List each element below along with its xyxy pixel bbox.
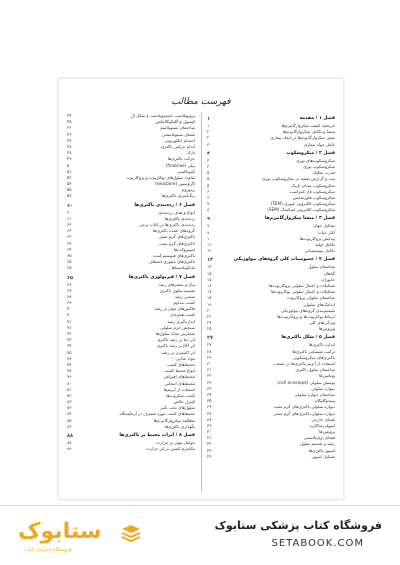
toc-entry-title: ساختمان سلول xyxy=(308,264,335,270)
toc-page-number: ۴۶ xyxy=(67,131,72,137)
toc-entry-title: تاریخچه کشف میکروارگانیزم‌ها xyxy=(281,123,335,128)
toc-page-number: ۴ xyxy=(207,150,211,157)
toc-page-number: ۷۵ xyxy=(67,349,72,355)
toc-page-number: ۳۶ xyxy=(207,404,212,410)
toc-entry-title: ارتباط یوکاریوت‌ها و پروکاریوت‌ها xyxy=(277,313,335,319)
toc-page-number: ۷۱ xyxy=(67,318,72,324)
brand-logo-sub: فروشگاه اینترنتی کتاب xyxy=(24,547,72,553)
toc-entry-title: تقسیم سلول باکتری xyxy=(159,287,195,293)
toc-entry-title: تاژک xyxy=(186,150,195,156)
toc-page-number: ۳۵ xyxy=(207,398,212,404)
toc-entry-title: شمارش تعداد سلول‌ها xyxy=(156,331,195,336)
brand-logo-text: ستابوک xyxy=(18,519,102,544)
toc-entry xyxy=(67,424,195,430)
toc-chapter-heading xyxy=(67,432,195,440)
toc-page-number: ۶۴ xyxy=(67,240,72,246)
toc-entry-title: پیلی (fimbriae) xyxy=(165,162,195,168)
toc-entry-title: مکانیزم کشتن بر اثر حرارت xyxy=(146,446,195,452)
toc-entry-title: میکروسکوپ الکترونی اسکنینگ (SEM) xyxy=(267,207,335,213)
toc-entry-title: اندام حرکتی باکتری xyxy=(161,143,195,149)
toc-page-number: ۷۲ xyxy=(67,331,72,336)
book-stack-icon xyxy=(120,523,142,545)
toc-page-number: ۴۱ xyxy=(207,435,212,441)
toc-page-number: ۵ xyxy=(207,170,210,176)
toc-page-number: ۸۸ xyxy=(67,440,72,445)
toc-entry-title: محیط‌های کشت xyxy=(166,361,195,367)
toc-page-number: ۷ xyxy=(207,201,210,207)
toc-page-number: ۶۱ xyxy=(67,215,72,221)
toc-entry-title: پپتیدوگلیکان xyxy=(314,398,335,404)
brand-logo[interactable] xyxy=(18,519,136,557)
toc-chapter-heading xyxy=(67,202,195,210)
toc-left-column xyxy=(67,113,195,493)
toc-page-number: ۱۱ xyxy=(207,242,212,247)
toc-page-number: ۸۳ xyxy=(67,405,72,411)
toc-entry-title: کشت میکروب‌ها xyxy=(166,392,195,398)
toc-entry-title: بیان و متغیرهای رشد xyxy=(158,281,195,287)
toc-entry-title: باکتری‌های گرم منفی xyxy=(158,234,195,240)
toc-page-number: ۷۶ xyxy=(67,355,72,361)
toc-entry-title: تشکیلات و اعمال سلولی یوکاریوت‌ها xyxy=(271,289,335,295)
toc-entry-title: میکروسکوپ‌های نوری xyxy=(296,157,335,163)
toc-page-number: ۶۰ xyxy=(67,202,74,209)
toc-page-number: ۴۴ xyxy=(67,113,72,118)
toc-page-number: ۴۸ xyxy=(67,150,72,156)
toc-entry-title: نگهداری باکتری‌ها xyxy=(164,423,195,429)
toc-entry-title: میکروسکوپ نوری xyxy=(302,163,335,169)
toc-entry-title: قدرت تفکیک xyxy=(312,170,335,176)
toc-entry-title: اثر اکسیژن بر رشد xyxy=(161,349,195,355)
toc-entry-title: تکامل اولیه xyxy=(315,242,335,247)
toc-page-number: ۸۴ xyxy=(67,411,72,417)
toc-page-number: ۱ xyxy=(207,123,210,128)
toc-page-number: ۳۴ xyxy=(207,391,212,397)
toc-entry-title: ساختمان دیواره سلولی xyxy=(294,391,335,397)
toc-entry-title: سنجش جرم سلولی xyxy=(160,324,195,330)
toc-entry-title: غشای سیتوپلاسمی xyxy=(161,131,195,137)
toc-entry-title: تشکیل جهان xyxy=(313,223,335,229)
toc-entry-title: سلول‌های تحت تأثیر xyxy=(160,405,195,411)
toc-page-number: ۴ xyxy=(207,163,210,169)
book-toc-page xyxy=(58,78,344,500)
toc-page-number: ۷۰ xyxy=(67,312,72,318)
toc-entry-title: پروتئین‌ها xyxy=(319,429,335,435)
toc-page-number: ۱۴ xyxy=(207,257,214,264)
toc-entry-title: ویروس‌ها xyxy=(318,326,335,332)
toc-entry-title: فاکتورهای مؤثر بر رشد xyxy=(154,306,195,312)
toc-page-number: ۴ xyxy=(207,157,210,163)
toc-page-number: ۲۰ xyxy=(207,307,212,313)
toc-page-number: ۱ xyxy=(207,116,211,122)
toc-page-number: ۶۵ xyxy=(67,265,72,271)
toc-page-number: ۱۹ xyxy=(207,301,212,307)
toc-page-number: ۲۵ xyxy=(207,326,212,332)
toc-entry-title: انواع محیط کشت xyxy=(164,368,195,374)
toc-entry-title: رده‌بندی باکتری‌ها در کتاب برجی xyxy=(139,222,195,227)
toc-entry xyxy=(207,454,335,460)
toc-page-number: ۵۱ xyxy=(67,168,72,174)
toc-page-number: ۴۷ xyxy=(67,137,72,143)
toc-page-number: ۶۴ xyxy=(67,246,72,252)
toc-entry-title: ساختمان سلولی پروکاریوت xyxy=(287,295,335,301)
toc-entry-title: کموتاکسی xyxy=(176,168,195,174)
toc-entry-title: منشأ و تکامل میکروارگانیزم‌ها xyxy=(282,129,335,135)
toc-page-number: ۳۹ xyxy=(207,422,212,428)
toc-entry-title: اندازه‌گیری رشد xyxy=(167,318,195,324)
toc-page-number: ۲ xyxy=(207,129,210,135)
toc-entry-title: ویتامین‌ها xyxy=(319,373,335,379)
toc-page-number: ۷۴ xyxy=(67,343,72,349)
toc-entry-title: باکتری‌های گرم مثبت xyxy=(158,240,195,246)
toc-entry-title: تکامل بیوشیمیایی xyxy=(304,248,335,254)
toc-page-number: ۵۴ xyxy=(67,181,72,187)
toc-entry-title: میکروسکوپ فاز کنتراست xyxy=(289,188,335,194)
toc-entry-title: فضای پری‌پلاسمی xyxy=(303,435,335,441)
toc-entry xyxy=(67,265,195,271)
toc-page-number: ۷۷ xyxy=(67,361,72,367)
toc-entry-title: میکروسکوپ فلورسانس xyxy=(292,194,335,200)
toc-page-number: ۳۰ xyxy=(207,361,212,366)
toc-entry-title: عامل مولد بیماری xyxy=(303,141,335,147)
toc-page-number: ۲۸ xyxy=(207,348,212,354)
toc-page-number: ۲۹ xyxy=(207,354,212,360)
toc-page-number: ۷۰ xyxy=(67,306,72,312)
toc-entry-title: فصل ۲ / میکروسکوپ xyxy=(286,150,335,156)
toc-page-number: ۴۸ xyxy=(67,143,72,149)
footer-divider xyxy=(0,505,400,506)
toc-page-number: ۱۰ xyxy=(207,235,212,241)
toc-page-number: ۸۶ xyxy=(67,423,72,429)
toc-page-number: ۵۰ xyxy=(67,162,72,168)
toc-entry-title: فصل ۱ / مقدمه xyxy=(299,116,335,121)
toc-page-number: ۸۹ xyxy=(67,446,72,452)
toc-page-number: ۶۹ xyxy=(67,300,72,306)
toc-entry-title: میکروسکوپ میدان تاریک xyxy=(290,182,335,188)
toc-entry-title: غشای خارجی xyxy=(311,416,335,422)
toc-page-number: ۸۵ xyxy=(67,417,72,423)
toc-entry xyxy=(207,248,335,254)
toc-entry-title: حرکت باکتری‌ها xyxy=(167,156,195,162)
toc-chapter-heading xyxy=(207,334,335,342)
toc-entry-title: نقش میکروارگانیزم‌ها در ایجاد بیماری xyxy=(270,135,335,141)
toc-page-number: ۴۶ xyxy=(67,125,72,131)
store-footer xyxy=(0,505,400,565)
toc-entry xyxy=(207,326,335,332)
toc-page-number: ۲۷ xyxy=(207,342,212,348)
toc-page-number: ۱۲ xyxy=(207,248,212,254)
toc-entry-title: کپسول و گلیکوکالیکس xyxy=(155,119,195,125)
toc-entry-title: پوشش سلولی (cell envelope) xyxy=(277,379,335,385)
toc-page-number: ۲۲ xyxy=(207,313,212,319)
toc-entry-title: استفاده از آنزیم باکتری‌ها در صنعت xyxy=(273,361,335,366)
toc-page-number: ۶۳ xyxy=(67,228,72,234)
toc-entry-title: دیواره سلولی xyxy=(311,385,335,391)
toc-entry-title: لیپوپلی‌ساکارید xyxy=(309,422,335,428)
toc-entry-title: مطالعه میکروارگانیزم‌ها xyxy=(153,417,195,423)
toc-entry-title: اندامک‌های سلولی xyxy=(303,301,335,307)
toc-entry-title: منحنی رشد xyxy=(174,293,195,299)
toc-page-number: ۱۵ xyxy=(207,276,212,282)
toc-entry-title: دیواره سلولی باکتری‌های گرم مثبت xyxy=(273,404,335,410)
toc-entry-title: ترکیب شیمیایی باکتری‌ها xyxy=(292,348,335,354)
toc-page-number: ۸۰ xyxy=(67,380,72,386)
toc-page-number: ۳۲ xyxy=(207,373,212,379)
toc-entry-title: ثبت و گزارش نقشه در میکروسکوپ نوری xyxy=(261,176,335,182)
toc-page-number: ۶۵ xyxy=(67,274,74,281)
toc-entry-title: اسپیروکت‌ها xyxy=(173,246,195,252)
toc-chapter-heading xyxy=(207,215,335,223)
toc-page-number: ۶۶ xyxy=(67,281,72,287)
toc-chapter-heading xyxy=(207,115,335,123)
toc-page-number: ۴۲ xyxy=(207,441,212,447)
toc-entry-title: کشت همزمان xyxy=(170,312,195,318)
toc-page-number: ۶۷ xyxy=(67,287,72,293)
toc-entry-title: عوامل مؤثر بر حرارت xyxy=(156,440,195,445)
toc-entry-title: دیواره سلولی باکتری‌های گرم منفی xyxy=(273,410,335,416)
toc-entry xyxy=(67,193,195,199)
toc-entry-title: اندازه باکتری‌ها xyxy=(308,342,335,348)
toc-entry-title: استفاده از آنزیم‌ها xyxy=(163,386,195,392)
toc-chapter-heading xyxy=(207,256,335,264)
toc-page-number: ۴۰ xyxy=(207,429,212,435)
toc-page-number: ۵۵ xyxy=(67,187,72,193)
toc-entry-title: باکتری‌های میلوزی انعطاف xyxy=(148,259,195,265)
toc-page-number: ۶۰ xyxy=(67,209,72,215)
column-divider xyxy=(201,113,202,491)
toc-page-number: ۹ xyxy=(207,229,210,235)
toc-page-number: ۸۱ xyxy=(67,386,72,392)
toc-entry-title: فصل ۸ / اثرات محیط بر باکتری‌ها xyxy=(119,433,195,438)
toc-entry-title: تشکیلات و اعمال سلولی پروکاریوت‌ها xyxy=(268,282,335,288)
toc-page-number: ۶۸ xyxy=(67,293,72,299)
toc-entry-title: آغاز حیات xyxy=(317,229,335,235)
toc-entry-title: فصل ۵ / شکل باکتری‌ها xyxy=(281,335,335,341)
toc-entry-title: تقسیم‌بندی گروه‌های بیولوژیکی xyxy=(281,307,335,313)
toc-page-number: ۷۳ xyxy=(67,337,72,343)
toc-page-number: ۴۹ xyxy=(67,156,72,162)
toc-entry xyxy=(207,142,335,148)
toc-page-number: ۶ xyxy=(207,188,210,194)
toc-page-number: ۹ xyxy=(207,216,211,223)
toc-entry-title: کنترل خالص xyxy=(173,399,195,405)
toc-entry-title: تشکیل اسپور xyxy=(311,453,335,459)
toc-page-number: ۸۲ xyxy=(67,392,72,398)
toc-page-number: ۳۸ xyxy=(207,416,212,422)
toc-entry-title: فصل ۶ / رده‌بندی باکتری‌ها xyxy=(134,202,195,208)
toc-page-number: ۴۳ xyxy=(207,447,212,453)
toc-entry-title: اسپور باکتری‌ها xyxy=(308,447,335,453)
toc-entry-title: رده‌بندی باکتری‌ها xyxy=(164,215,195,221)
toc-entry-title: پروتوپلاست، اسفروپلاست و شکل ال xyxy=(130,113,195,118)
toc-page-number: ۸ xyxy=(207,207,210,213)
toc-entry-title: ساختمان سلول باکتری xyxy=(295,367,335,373)
toc-page-number: ۷۸ xyxy=(67,368,72,374)
store-title: فروشگاه کتاب پزشکی ستابوک xyxy=(214,519,382,532)
toc-entry-title: فصل ۷ / فیزیولوژی باکتری‌ها xyxy=(128,274,195,280)
toc-page-number: ۳۱ xyxy=(207,367,212,373)
toc-page-number: ۷۱ xyxy=(67,324,72,330)
toc-page-number: ۹ xyxy=(207,223,210,229)
toc-entry-title: ویژگی‌های کلی xyxy=(309,320,335,326)
toc-page-number: ۶۵ xyxy=(67,252,72,258)
toc-page-number: ۷۹ xyxy=(67,374,72,380)
toc-page-number: ۱۷ xyxy=(207,289,212,295)
toc-entry-title: باکتری‌های فتوسنتزکننده xyxy=(152,252,195,258)
toc-title: فهرست مطالب xyxy=(171,97,231,107)
toc-page-number: ۵۲ xyxy=(67,174,72,180)
toc-entry-title: ریبوزوم xyxy=(181,187,195,193)
toc-entry-title: گروه‌های عمده باکتری‌ها xyxy=(152,228,195,234)
toc-page-number: ۳۳ xyxy=(207,385,212,391)
toc-entry-title: فصل ۴ / خصوصیات کلی گروه‌های بیولوژیکی xyxy=(233,257,335,263)
toc-entry-title: مایکوپلاسماها xyxy=(171,265,195,271)
toc-entry-title: باکتری‌های میکروسکوپی xyxy=(292,354,335,360)
toc-entry-title: فصل ۳ / منشأ میکروارگانیزم‌ها xyxy=(264,216,335,222)
toc-page-number: ۳۳ xyxy=(207,379,212,385)
toc-right-column xyxy=(207,113,335,493)
toc-page-number: ۲۷ xyxy=(207,335,214,342)
toc-entry-title: جانوران xyxy=(321,276,335,282)
toc-entry-title: پیدایش پروکاریوت‌ها xyxy=(299,235,335,241)
toc-page-number: ۸۳ xyxy=(67,399,72,405)
toc-page-number: ۵ xyxy=(207,176,210,182)
toc-chapter-heading xyxy=(67,274,195,282)
toc-page-number: ۶۳ xyxy=(67,234,72,240)
toc-page-number: ۴۴ xyxy=(207,453,212,459)
toc-page-number: ۱۸ xyxy=(207,295,212,301)
toc-page-number: ۵ xyxy=(207,182,210,188)
toc-entry-title: محیط‌های افتراقی xyxy=(163,374,195,380)
toc-page-number: ۴۵ xyxy=(67,119,72,125)
toc-page-number: ۱۵ xyxy=(207,270,212,276)
toc-entry-title: رنگ‌آمیزی باکتری‌ها xyxy=(161,193,195,199)
toc-page-number: ۳۷ xyxy=(207,410,212,416)
toc-page-number: ۲ xyxy=(207,135,210,141)
toc-page-number: ۶۵ xyxy=(67,259,72,265)
toc-entry-title: کشت مداوم xyxy=(173,300,195,306)
toc-page-number: ۶۲ xyxy=(67,222,72,227)
toc-entry-title: میکروسکوپ الکترونی عبوری (TEM) xyxy=(270,201,335,207)
toc-page-number: ۲۴ xyxy=(207,320,212,326)
toc-entry-title: رشد و تقسیم سلول xyxy=(300,441,335,447)
toc-entry-title: محیط‌های کشت مورد مصرف در آزمایشگاه xyxy=(119,411,195,417)
toc-entry-title: اجسام انکلوزیونی xyxy=(164,137,195,143)
toc-entry-title: تفاوت سلول‌های یوکاریوت و پروکاریوت xyxy=(126,174,195,180)
toc-entry xyxy=(207,207,335,213)
toc-entry-title: محیط‌های انتخابی xyxy=(164,380,195,386)
toc-page-number: ۶ xyxy=(207,194,210,200)
toc-entry-title: انواع و هدف رده‌بندی xyxy=(158,209,195,215)
toc-page-number: ۵۷ xyxy=(67,193,72,199)
toc-entry-title: اثر pH بر رشد باکتری xyxy=(156,343,195,349)
toc-entry-title: اثر دما بر رشد باکتری xyxy=(157,337,195,343)
toc-page-number: ۱۴ xyxy=(207,264,212,270)
store-url[interactable]: SETABOOK.COM xyxy=(271,538,364,549)
toc-entry-title: مواد غذایی xyxy=(176,355,195,361)
toc-entry-title: اگزوسپور (exospore) xyxy=(154,181,195,187)
toc-page-number: ۸۸ xyxy=(67,433,74,439)
toc-page-number: ۱۶ xyxy=(207,282,212,288)
toc-page-number: ۳ xyxy=(207,141,210,147)
toc-entry-title: ساختمان سیتوپلاسم xyxy=(160,125,195,131)
toc-chapter-heading xyxy=(207,150,335,158)
toc-entry-title: گیاهان xyxy=(323,270,335,276)
toc-entry xyxy=(67,446,195,452)
